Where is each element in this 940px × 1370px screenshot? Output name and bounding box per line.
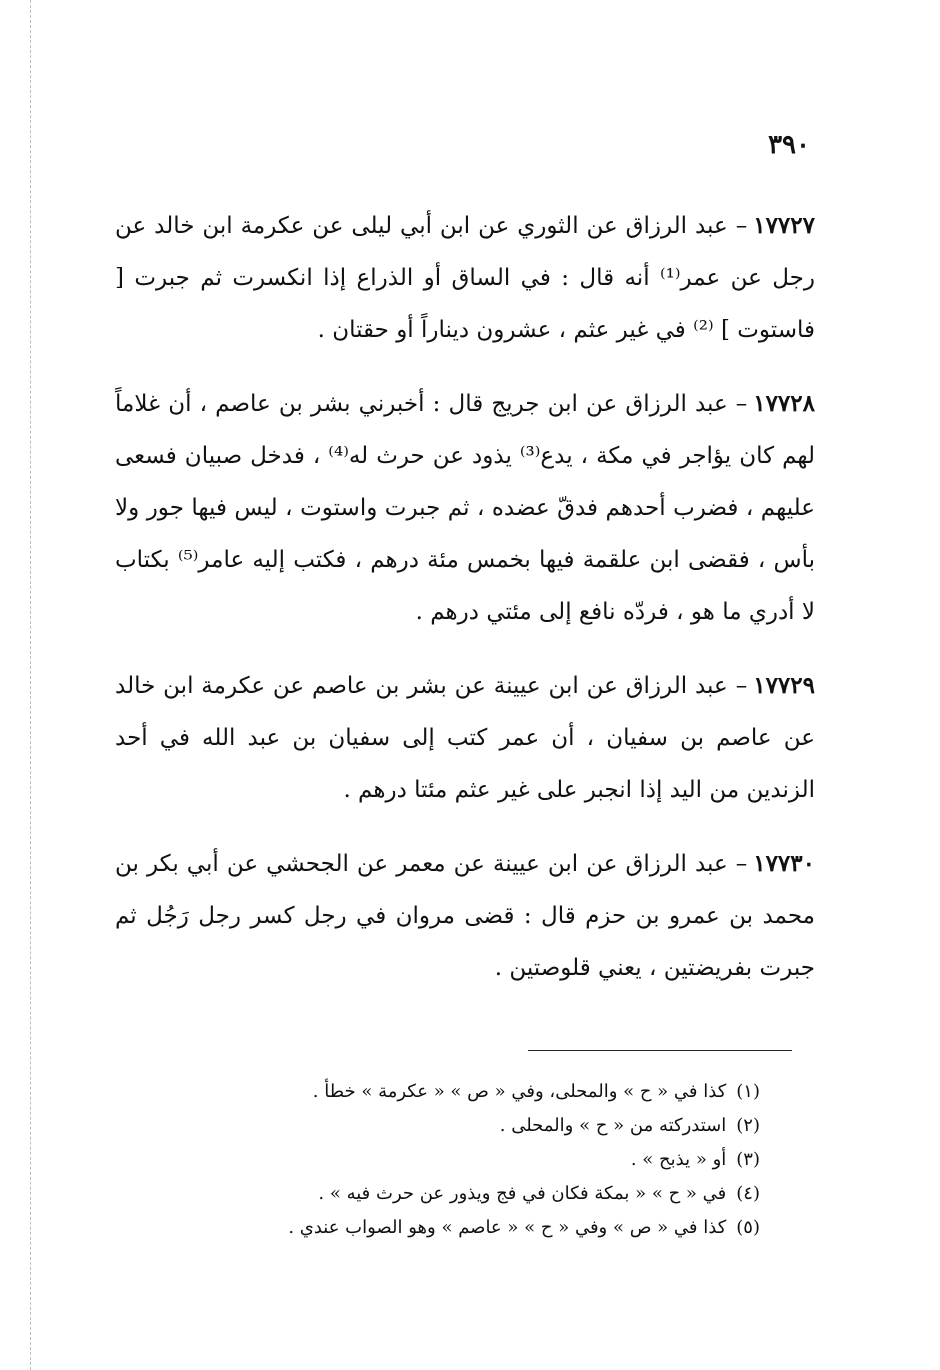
footnotes bbox=[200, 1075, 760, 1245]
hadith-entry bbox=[115, 378, 815, 638]
entry-number: ١٧٧٣٠ bbox=[753, 850, 815, 877]
footnote-number: (٣) bbox=[736, 1149, 760, 1170]
footnote-text: كذا في « ح » والمحلى، وفي « ص » « عكرمة » خطأ . bbox=[312, 1081, 727, 1102]
main-text bbox=[115, 200, 815, 1016]
footnote bbox=[200, 1211, 760, 1245]
footnote bbox=[200, 1109, 760, 1143]
entry-dash: – bbox=[735, 213, 748, 239]
footnote-number: (٤) bbox=[736, 1183, 760, 1204]
footnote bbox=[200, 1177, 760, 1211]
entry-number: ١٧٧٢٩ bbox=[753, 672, 815, 699]
entry-dash: – bbox=[735, 673, 748, 699]
footnote-number: (٢) bbox=[736, 1115, 760, 1136]
footnote bbox=[200, 1143, 760, 1177]
margin-rule bbox=[30, 0, 31, 1370]
footnote-separator bbox=[528, 1050, 792, 1051]
footnote-number: (٥) bbox=[736, 1217, 760, 1238]
footnote-text: استدركته من « ح » والمحلى . bbox=[499, 1115, 727, 1136]
hadith-entry bbox=[115, 838, 815, 994]
hadith-entry bbox=[115, 660, 815, 816]
footnote-text: كذا في « ص » وفي « ح » « عاصم » وهو الصواب عندي . bbox=[288, 1217, 727, 1238]
footnote-text: أو « يذبح » . bbox=[630, 1149, 727, 1170]
entry-text: عبد الرزاق عن ابن عيينة عن معمر عن الجحشي عن أبي بكر بن محمد بن عمرو بن حزم قال : قضى مروان في رجل كسر رجل رَجُل ثم جبرت بفريضتين ، يعني قلوصتين . bbox=[115, 851, 815, 981]
entry-text: عبد الرزاق عن ابن جريج قال : أخبرني بشر بن عاصم ، أن غلاماً لهم كان يؤاجر في مكة ، يدع⁽³⁾ يذود عن حرث له⁽⁴⁾ ، فدخل صبيان فسعى عليهم ، فضرب أحدهم فدقّ عضده ، ثم جبرت واستوت ، ليس فيها جور ولا بأس ، فقضى ابن علقمة فيها بخمس مئة درهم ، فكتب إليه عامر⁽⁵⁾ بكتاب لا أدري ما هو ، فردّه نافع إلى مئتي درهم . bbox=[115, 391, 816, 625]
entry-dash: – bbox=[735, 391, 748, 417]
hadith-entry bbox=[115, 200, 815, 356]
footnote-text: في « ح » « بمكة فكان في فج ويذور عن حرث فيه » . bbox=[318, 1183, 727, 1204]
entry-dash: – bbox=[735, 851, 748, 877]
footnote bbox=[200, 1075, 760, 1109]
footnote-number: (١) bbox=[736, 1081, 760, 1102]
entry-number: ١٧٧٢٧ bbox=[753, 212, 815, 239]
page-number: ٣٩٠ bbox=[768, 130, 810, 160]
entry-text: عبد الرزاق عن ابن عيينة عن بشر بن عاصم عن عكرمة ابن خالد عن عاصم بن سفيان ، أن عمر كتب إلى سفيان بن عبد الله في أحد الزندين من اليد إذا انجبر على غير عثم مئتا درهم . bbox=[115, 673, 815, 803]
entry-number: ١٧٧٢٨ bbox=[753, 390, 815, 417]
entry-text: عبد الرزاق عن الثوري عن ابن أبي ليلى عن عكرمة ابن خالد عن رجل عن عمر⁽¹⁾ أنه قال : في الساق أو الذراع إذا انكسرت ثم جبرت [ فاستوت ] ⁽²⁾ في غير عثم ، عشرون ديناراً أو حقتان . bbox=[115, 213, 815, 343]
